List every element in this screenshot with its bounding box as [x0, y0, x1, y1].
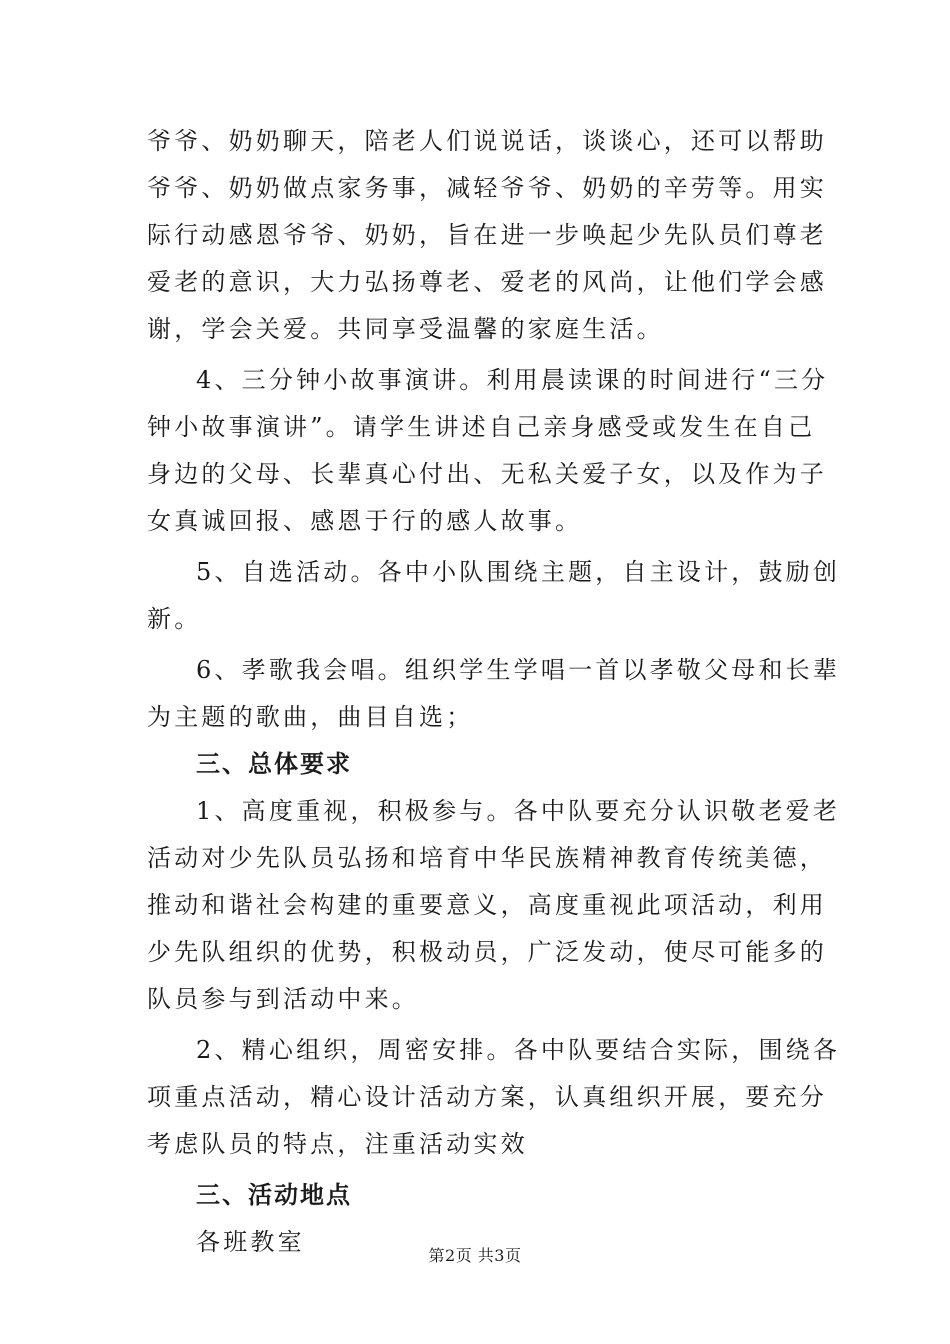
document-body [147, 118, 841, 1266]
paragraph-start: 5、自选活动。各中小队围绕主题，自主设计，鼓励创 [196, 558, 841, 586]
text-line: 爷爷、奶奶做点家务事，减轻爷爷、奶奶的辛劳等。用实 [147, 174, 827, 202]
paragraph-start: 1、高度重视，积极参与。各中队要充分认识敬老爱老 [196, 797, 841, 825]
text-line: 新。 [147, 605, 202, 633]
section-heading: 三、总体要求 [196, 750, 352, 778]
text-line: 身边的父母、长辈真心付出、无私关爱子女，以及作为子 [147, 460, 827, 488]
paragraph-start: 6、孝歌我会唱。组织学生学唱一首以孝敬父母和长辈 [196, 656, 841, 684]
paragraph-start: 2、精心组织，周密安排。各中队要结合实际，围绕各 [196, 1036, 841, 1064]
text-line: 少先队组织的优势，积极动员，广泛发动，使尽可能多的 [147, 938, 827, 966]
text-line: 钟小故事演讲”。请学生讲述自己亲身感受或发生在自己 [147, 413, 816, 441]
section-heading: 三、活动地点 [196, 1181, 352, 1209]
page-number-footer: 第2页 共3页 [428, 1246, 522, 1265]
text-line: 谢，学会关爱。共同享受温馨的家庭生活。 [147, 315, 664, 343]
text-line: 爱老的意识，大力弘扬尊老、爱老的风尚，让他们学会感 [147, 268, 827, 296]
text-line: 女真诚回报、感恩于行的感人故事。 [147, 507, 583, 535]
text-line: 项重点活动，精心设计活动方案，认真组织开展，要充分 [147, 1083, 827, 1111]
paragraph-start: 4、三分钟小故事演讲。利用晨读课的时间进行“三分 [196, 366, 829, 394]
text-line: 活动对少先队员弘扬和培育中华民族精神教育传统美德， [147, 844, 827, 872]
text-line: 际行动感恩爷爷、奶奶，旨在进一步唤起少先队员们尊老 [147, 221, 827, 249]
text-line: 推动和谐社会构建的重要意义，高度重视此项活动，利用 [147, 891, 827, 919]
text-line: 爷爷、奶奶聊天，陪老人们说说话，谈谈心，还可以帮助 [147, 127, 827, 155]
text-line: 队员参与到活动中来。 [147, 985, 419, 1013]
text-line: 为主题的歌曲，曲目自选； [147, 703, 474, 731]
text-line: 考虑队员的特点，注重活动实效 [147, 1130, 528, 1158]
text-line: 各班教室 [196, 1228, 305, 1256]
